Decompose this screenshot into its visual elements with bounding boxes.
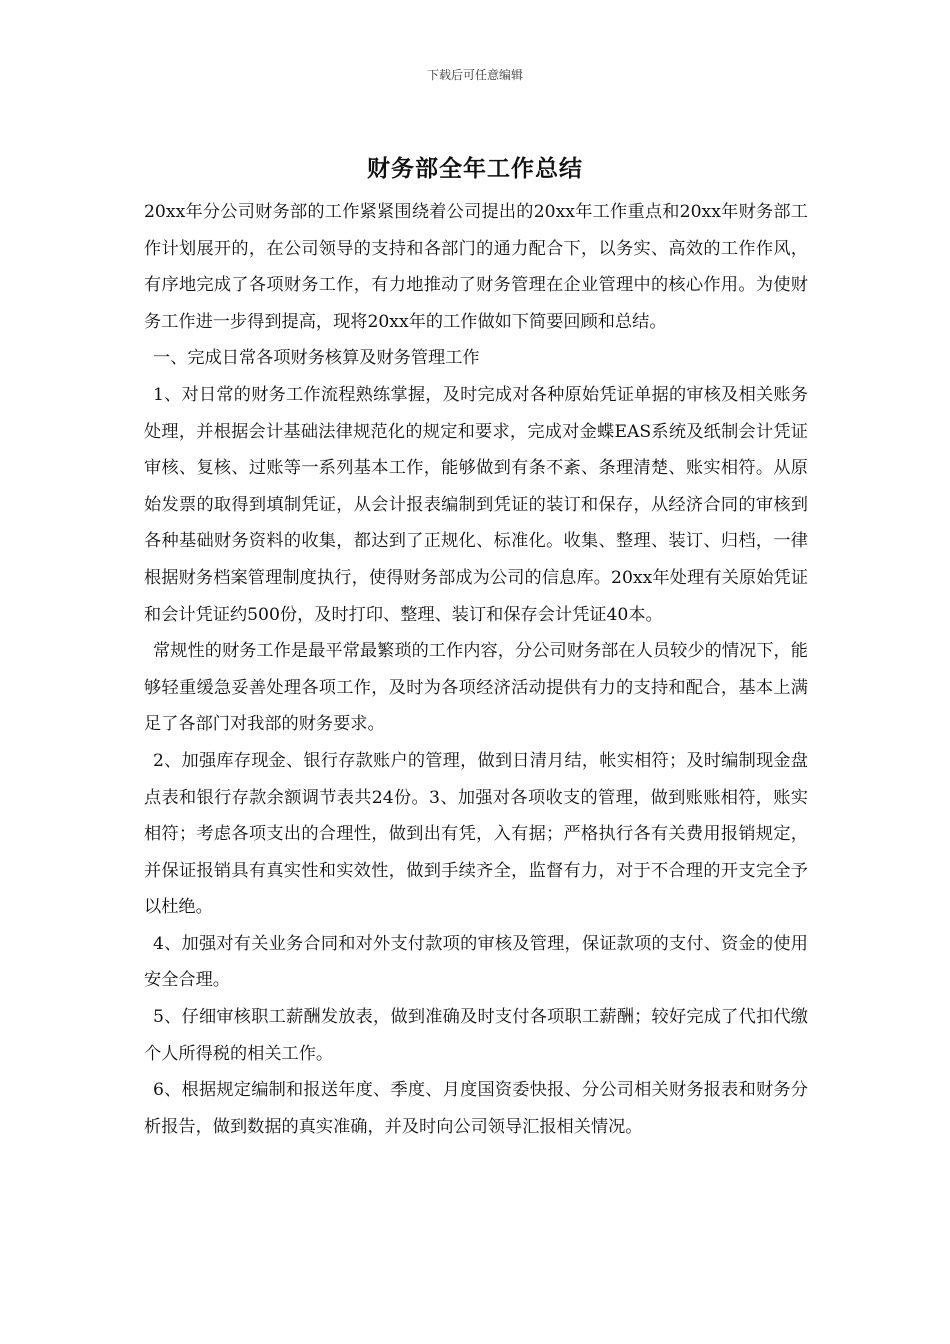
section-heading-1: 一、完成日常各项财务核算及财务管理工作	[153, 348, 480, 369]
item-paragraph-6: 6、根据规定编制和报送年度、季度、月度国资委快报、分公司相关财务报表和财务分析报告，做到数据的真实准确，并及时向公司领导汇报相关情况。	[144, 1080, 808, 1137]
item-paragraph-1: 1、对日常的财务工作流程熟练掌握，及时完成对各种原始凭证单据的审核及相关账务处理，并根据会计基础法律规范化的规定和要求，完成对金蝶EAS系统及纸制会计凭证审核、复核、过账等一系列基本工作，能够做到有条不紊、条理清楚、账实相符。从原始发票的取得到填制凭证，从会计报表编制到凭证的装订和保存，从经济合同的审核到各种基础财务资料的收集，都达到了正规化、标准化。收集、整理、装订、归档，一律根据财务档案管理制度执行，使得财务部成为公司的信息库。20xx年处理有关原始凭证和会计凭证约500份，及时打印、整理、装订和保存会计凭证40本。	[144, 384, 808, 625]
intro-paragraph: 20xx年分公司财务部的工作紧紧围绕着公司提出的20xx年工作重点和20xx年财务部工作计划展开的，在公司领导的支持和各部门的通力配合下，以务实、高效的工作作风，有序地完成了各项财务工作，有力地推动了财务管理在企业管理中的核心作用。为使财务工作进一步得到提高，现将20xx年的工作做如下简要回顾和总结。	[144, 202, 808, 332]
item-paragraph-5: 5、仔细审核职工薪酬发放表，做到准确及时支付各项职工薪酬；较好完成了代扣代缴个人所得税的相关工作。	[144, 1007, 808, 1064]
document-title: 财务部全年工作总结	[367, 156, 583, 182]
routine-work-paragraph: 常规性的财务工作是最平常最繁琐的工作内容，分公司财务部在人员较少的情况下，能够轻重缓急妥善处理各项工作，及时为各项经济活动提供有力的支持和配合，基本上满足了各部门对我部的财务要求。	[144, 641, 808, 735]
item-paragraph-4: 4、加强对有关业务合同和对外支付款项的审核及管理，保证款项的支付、资金的使用安全合理。	[144, 933, 808, 991]
header-note: 下载后可任意编辑	[426, 68, 523, 82]
item-paragraph-2-3: 2、加强库存现金、银行存款账户的管理，做到日清月结，帐实相符；及时编制现金盘点表和银行存款余额调节表共24份。3、加强对各项收支的管理，做到账账相符，账实相符；考虑各项支出的合理性，做到出有凭，入有据；严格执行各有关费用报销规定，并保证报销具有真实性和实效性，做到手续齐全，监督有力，对于不合理的开支完全予以杜绝。	[144, 750, 808, 918]
document-body	[144, 194, 808, 1145]
